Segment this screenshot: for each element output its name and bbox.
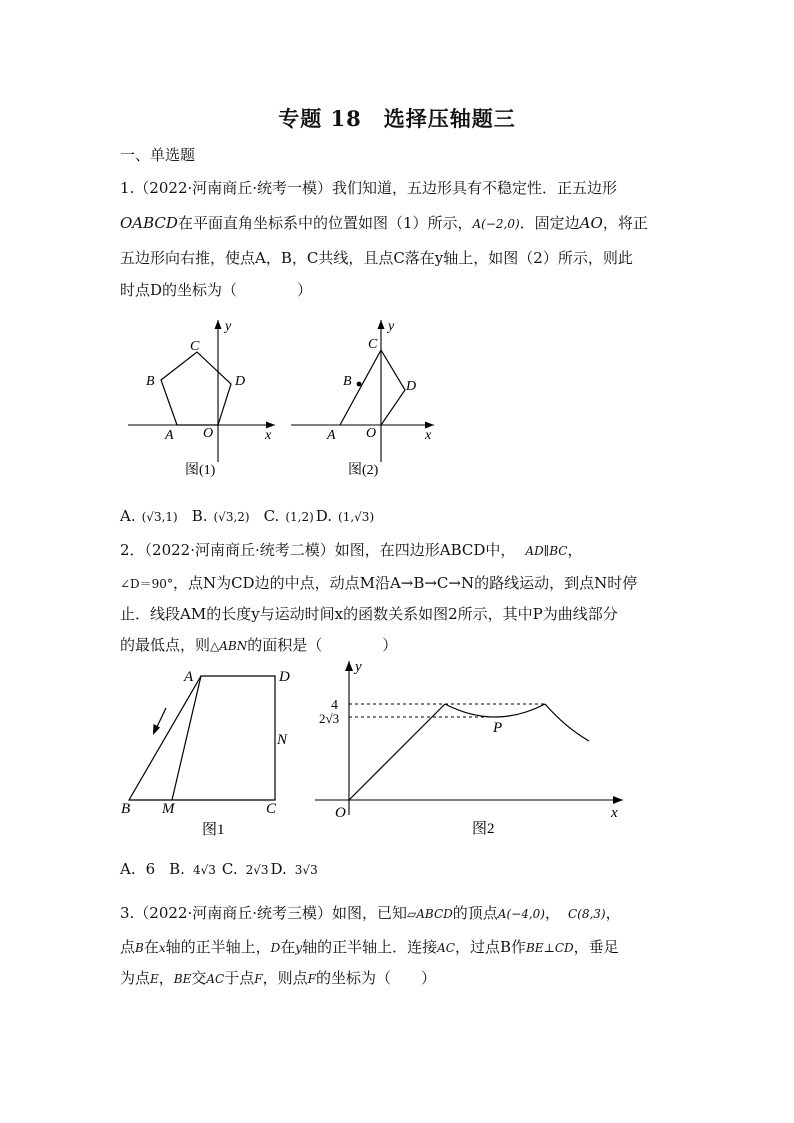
q3-line-1-sep: ， [544, 904, 560, 922]
q1f2-label-d: D [406, 379, 417, 394]
q2f2-y-arrow-icon [345, 661, 353, 671]
q2f1-label-d: D [279, 669, 290, 685]
q2-line-4-end: 的面积是（ ） [247, 636, 398, 654]
q2f2-label-x: x [611, 805, 618, 821]
q1-line-2-mid2: ．固定边 [519, 214, 580, 232]
q3-line-1-end: ， [605, 904, 621, 922]
q1f1-label-x: x [265, 428, 272, 443]
q2f1-label-b: B [121, 801, 131, 817]
q2-angle-d: ∠D＝90° [120, 577, 173, 591]
q3-point-a: A(−4,0) [497, 907, 545, 921]
q1-figure-2 [288, 312, 443, 482]
q2f1-quadrilateral [129, 676, 275, 800]
q1-option-c: (1,2) [285, 510, 314, 524]
q3-l2-c: 在 [143, 938, 159, 956]
q1f1-label-c: C [190, 339, 200, 354]
q1-option-c-label: C. [263, 507, 280, 525]
q2f1-label-m: M [162, 801, 175, 817]
q2-figure-1 [115, 660, 300, 842]
q2-condition-ad-bc: AD∥BC [525, 544, 568, 558]
q1-option-a: (√3,1) [141, 510, 178, 524]
q2-option-d: 3√3 [294, 863, 318, 877]
q1-option-d: (1,√3) [338, 510, 375, 524]
q1f2-label-a: A [327, 428, 336, 443]
q1f2-label-y: y [388, 319, 395, 334]
q3-l2-perp: BE⊥CD [525, 941, 574, 955]
q3-l2-f: 在 [280, 938, 296, 956]
title-label: 专题 [278, 106, 323, 131]
q2-line-4-pre: 的最低点，则 [120, 636, 211, 654]
q2f1-label-c: C [266, 801, 277, 817]
q2f2-label-y: y [355, 659, 362, 675]
q1-line-4: 时点D的坐标为（ ） [120, 281, 313, 299]
q3-l2-e: D [270, 941, 281, 955]
q1f2-y-arrow-icon [378, 320, 385, 329]
q3-l2-ac: AC [437, 941, 455, 955]
q3-l2-b: B [135, 941, 144, 955]
q3-l2-h: ，过点B作 [454, 938, 526, 956]
q1-side-ao: AO [579, 214, 603, 232]
q1f2-label-x: x [425, 428, 432, 443]
q2f2-label-2r3: 2√3 [319, 711, 340, 726]
q2-options [120, 860, 318, 878]
q1-line-1: 1.（2022·河南商丘·统考一模）我们知道，五边形具有不稳定性．正五边形 [120, 179, 618, 197]
q3-line-1-pre: 3.（2022·河南商丘·统考三模）如图，已知 [120, 904, 408, 922]
title-number: 18 [330, 106, 362, 131]
q3-l3-be: BE [173, 972, 192, 986]
q3-l3-ac: AC [206, 972, 225, 986]
q1f1-label-b: B [146, 374, 155, 389]
q2f1-segment-am [172, 676, 201, 800]
q2f2-curve-cn [545, 704, 589, 741]
q1-figure-1 [125, 312, 285, 482]
q2f2-label-4: 4 [331, 698, 338, 713]
q1f2-label-b: B [343, 374, 352, 389]
q1-option-a-label: A. [120, 507, 136, 525]
q3-line-3 [120, 967, 436, 988]
q2f1-caption: 图1 [202, 822, 225, 838]
q1f2-line-cdo [381, 350, 405, 425]
q1f1-label-a: A [165, 428, 174, 443]
q2-option-d-label: D. [270, 860, 287, 878]
q1f2-label-o: O [366, 426, 377, 441]
q3-parallelogram: ▱ABCD [407, 907, 453, 921]
q3-l2-y: y [295, 941, 303, 955]
q2-line-1 [120, 539, 582, 560]
q2f1-label-a: A [184, 669, 194, 685]
q1f2-point-b [357, 382, 362, 387]
q3-l3-e: E [150, 972, 159, 986]
q2-triangle-abn: △ABN [210, 639, 248, 653]
q2-line-3: 止．线段AM的长度y与运动时间x的函数关系如图2所示，其中P为曲线部分 [120, 605, 618, 623]
q1f1-pentagon [161, 352, 231, 425]
q2f2-label-o: O [335, 805, 346, 821]
q2-option-b: 4√3 [192, 863, 216, 877]
title-rest: 选择压轴题三 [383, 106, 516, 131]
q1f1-label-o: O [203, 426, 214, 441]
q3-line-1 [120, 902, 621, 923]
q2-figure-2 [305, 655, 630, 840]
q1f1-caption: 图(1) [185, 463, 216, 478]
q3-line-2 [120, 936, 619, 957]
q1f2-caption: 图(2) [348, 463, 379, 478]
q2f1-label-n: N [277, 732, 288, 748]
q3-l3-e2: ，则点 [262, 969, 308, 987]
q2f2-curve-bc [445, 704, 545, 717]
q2f2-caption: 图2 [472, 821, 495, 837]
q2-line-2-rest: ，点N为CD边的中点，动点M沿A→B→C→N的路线运动，到点N时停 [172, 574, 638, 592]
q1f2-label-c: C [368, 337, 378, 352]
q1-line-2-mid: 在平面直角坐标系中的位置如图（1）所示， [177, 214, 473, 232]
q2-line-1-end: ， [567, 541, 583, 559]
q3-l3-a: 为点 [120, 969, 151, 987]
q1-options [120, 507, 374, 525]
q2-option-c-label: C. [221, 860, 238, 878]
q1-line-2 [120, 212, 648, 233]
q2f2-segment-ab [349, 704, 445, 800]
page-title [0, 103, 794, 133]
q1f1-label-y: y [225, 319, 232, 334]
q3-l3-f: F [254, 972, 263, 986]
q2-line-1-pre: 2．（2022·河南商丘·统考二模）如图，在四边形ABCD中， [120, 541, 516, 559]
section-heading: 一、单选题 [120, 146, 196, 164]
q2-option-a: 6 [145, 860, 156, 878]
q1-line-2-end: ，将正 [602, 214, 648, 232]
q3-l3-end: 的坐标为（ ） [315, 969, 436, 987]
q3-line-1-mid: 的顶点 [452, 904, 498, 922]
q1f1-label-d: D [235, 374, 246, 389]
q3-l2-g: 轴的正半轴上．连接 [302, 938, 438, 956]
q1-pentagon-name: OABCD [120, 214, 178, 232]
q1-option-b: (√3,2) [213, 510, 250, 524]
q1-line-3: 五边形向右推，使点A，B，C共线，且点C落在y轴上，如图（2）所示，则此 [120, 249, 633, 267]
q2f1-arrow-head-icon [153, 724, 160, 735]
q3-point-c: C(8,3) [567, 907, 606, 921]
q3-l2-i: ，垂足 [573, 938, 619, 956]
q2-option-c: 2√3 [245, 863, 269, 877]
q3-l2-a: 点 [120, 938, 136, 956]
q3-l2-d: 轴的正半轴上， [165, 938, 271, 956]
q3-l3-f2: F [307, 972, 316, 986]
q1f1-y-arrow-icon [215, 320, 222, 329]
q1-option-d-label: D. [315, 507, 333, 525]
q2-line-4 [120, 634, 397, 655]
q1-point-a: A(−2,0) [472, 217, 520, 231]
q2f2-x-arrow-icon [613, 796, 623, 804]
q2f2-label-p: P [493, 720, 503, 736]
q1-option-b-label: B. [191, 507, 208, 525]
q3-l3-b: ， [158, 969, 174, 987]
q2-option-a-label: A. [120, 860, 136, 878]
q3-l2-x: x [158, 941, 166, 955]
q2-option-b-label: B. [169, 860, 185, 878]
q2-line-2 [120, 572, 637, 593]
q3-l3-d: 于点 [224, 969, 255, 987]
q3-l3-c: 交 [191, 969, 207, 987]
